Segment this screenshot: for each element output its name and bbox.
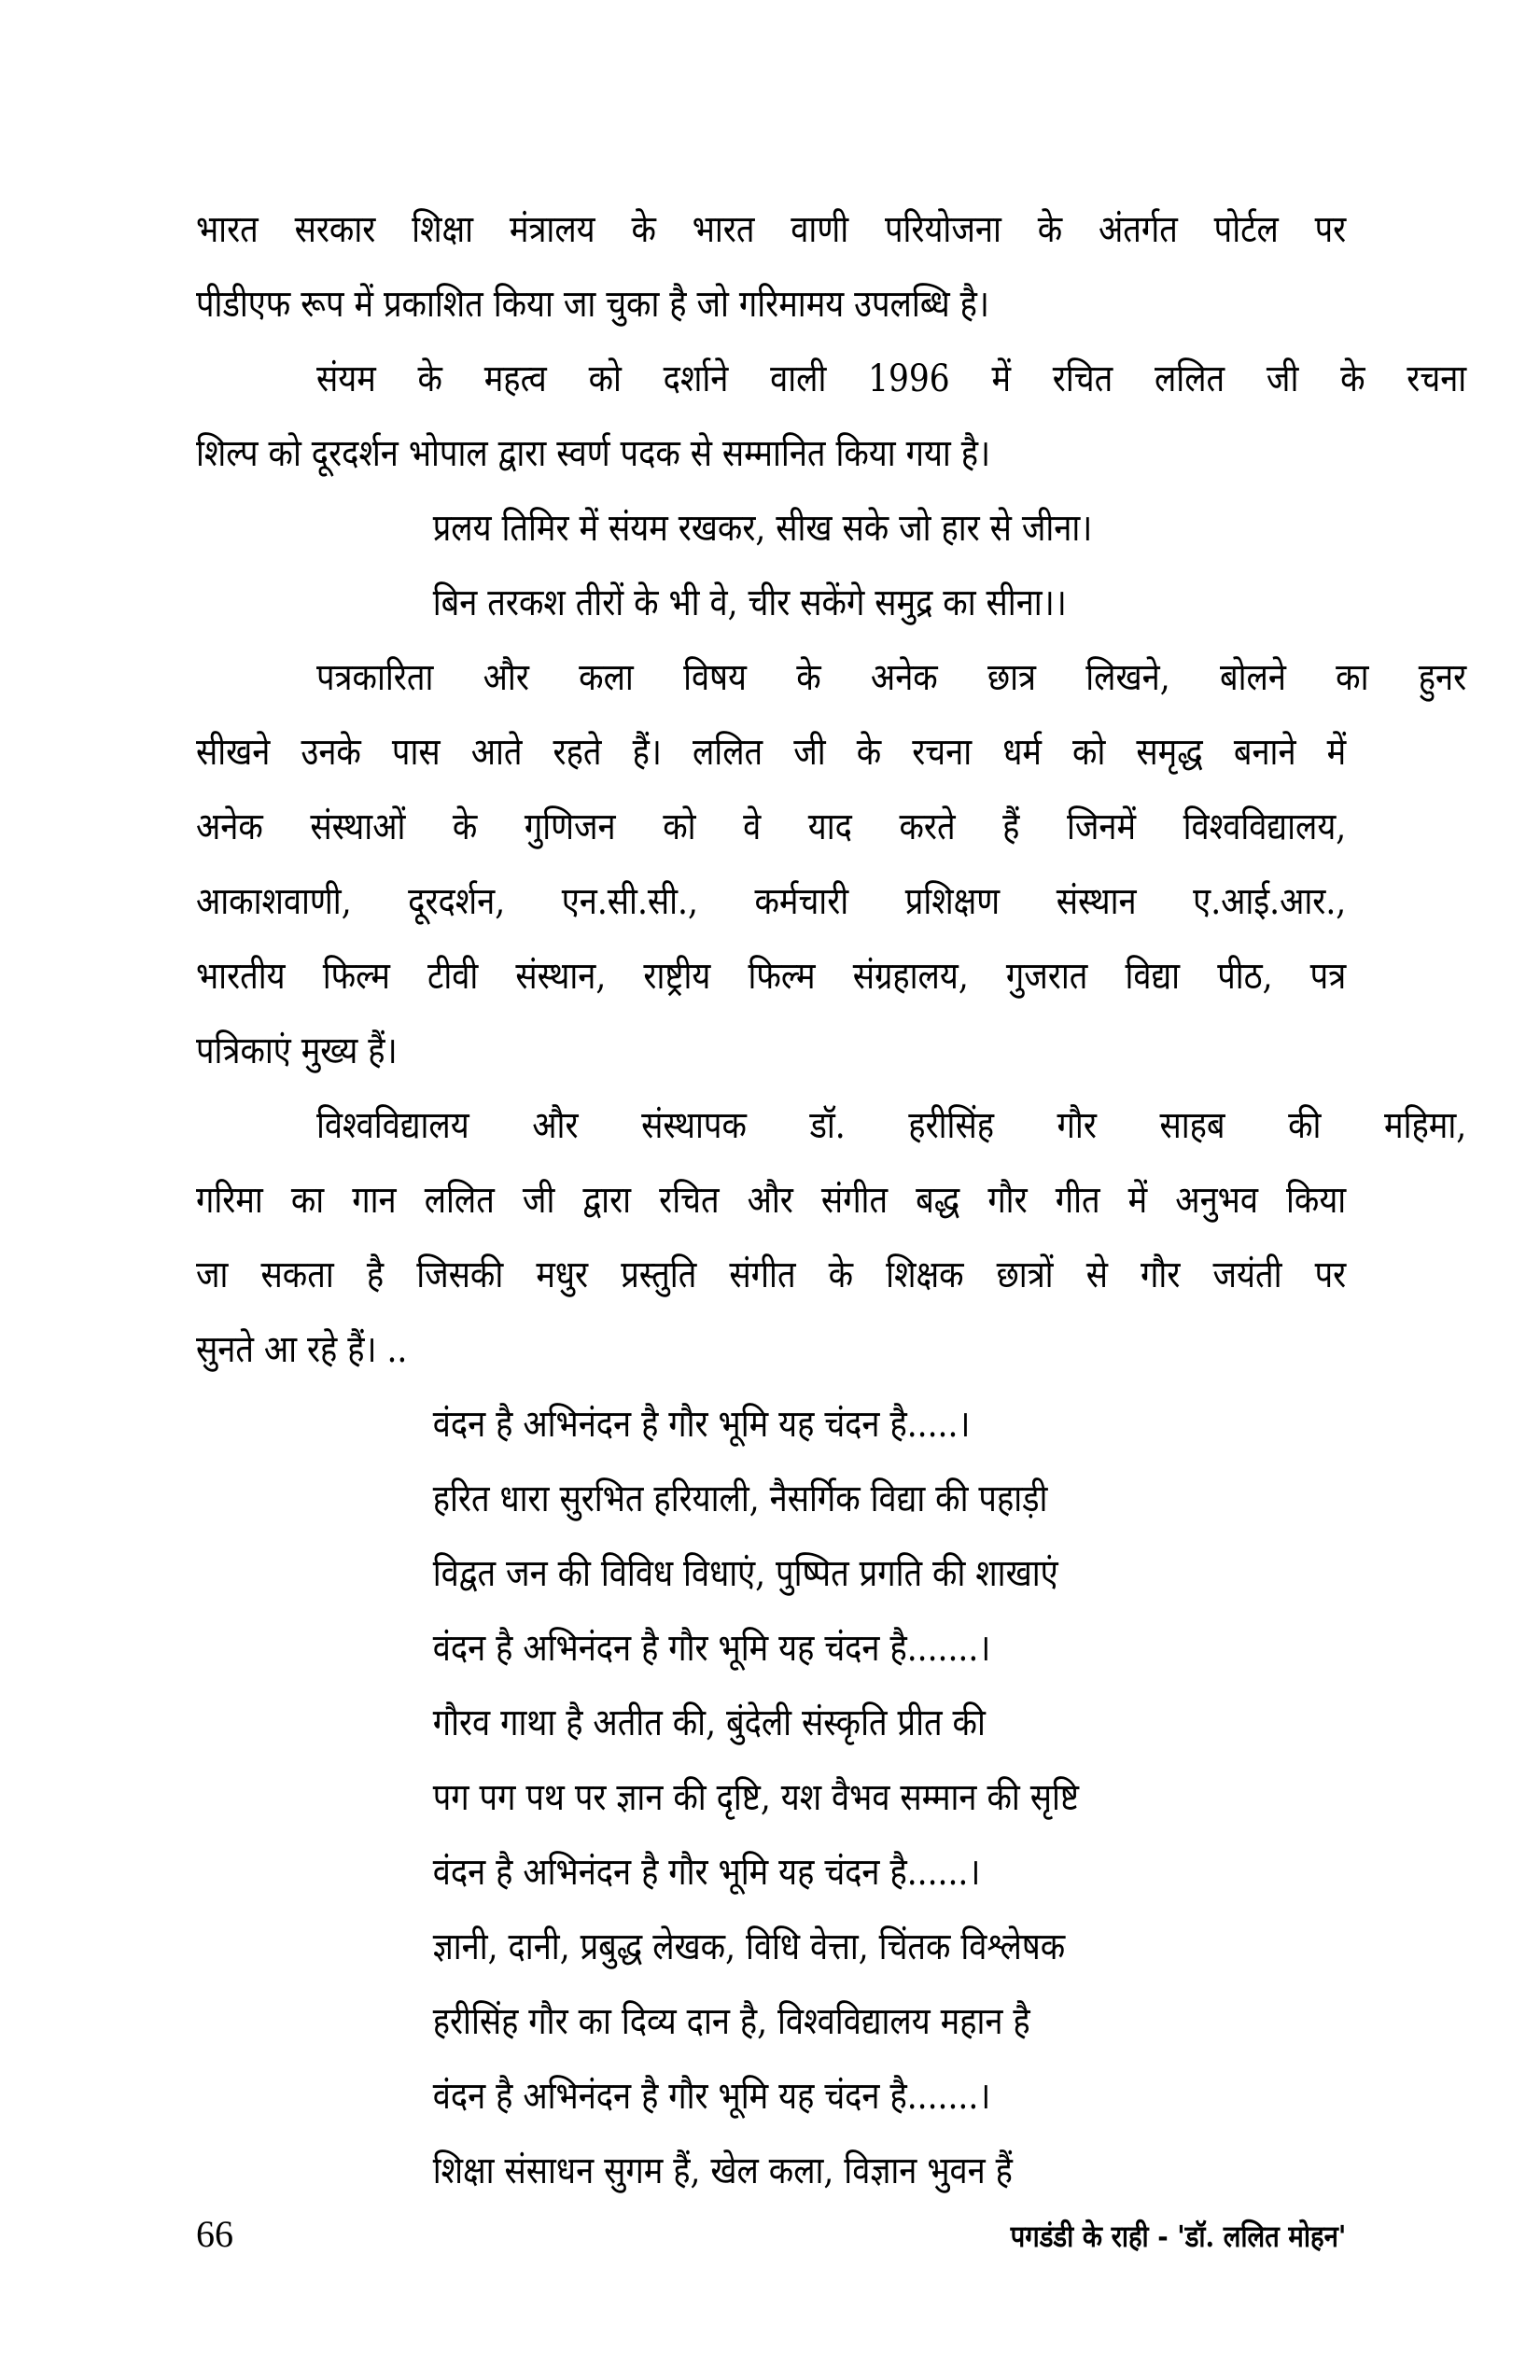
text-line: गरिमा का गान ललित जी द्वारा रचित और संगीत बद्ध गौर गीत में अनुभव किया [196, 1179, 1347, 1222]
text-line: आकाशवाणी, दूरदर्शन, एन.सी.सी., कर्मचारी प्रशिक्षण संस्थान ए.आई.आर., [196, 880, 1347, 923]
verse-line: प्रलय तिमिर में संयम रखकर, सीख सके जो हार से जीना। [432, 507, 1093, 550]
page-footer [196, 2212, 1346, 2268]
paragraph-1 [196, 192, 1346, 342]
page-body [196, 192, 1467, 2208]
verse-line: विद्वत जन की विविध विधाएं, पुष्पित प्रगति की शाखाएं [432, 1552, 1058, 1595]
verse-line: हरीसिंह गौर का दिव्य दान है, विश्वविद्यालय महान है [432, 2000, 1030, 2043]
text-line: विश्वविद्यालय और संस्थापक डॉ. हरीसिंह गौर साहब की महिमा, [316, 1104, 1467, 1147]
verse-line: वंदन है अभिनंदन है गौर भूमि यह चंदन है.....। [432, 1403, 971, 1446]
verse-1 [196, 491, 1346, 640]
text-line: पीडीएफ रूप में प्रकाशित किया जा चुका है जो गरिमामय उपलब्धि है। [196, 283, 989, 326]
verse-line: शिक्षा संसाधन सुगम हैं, खेल कला, विज्ञान भुवन हैं [432, 2149, 1013, 2192]
page-number: 66 [196, 2213, 233, 2255]
paragraph-3 [196, 640, 1467, 1088]
paragraph-4 [196, 1088, 1467, 1387]
verse-line: गौरव गाथा है अतीत की, बुंदेली संस्कृति प्रीत की [432, 1701, 986, 1744]
text-line: शिल्प को दूरदर्शन भोपाल द्वारा स्वर्ण पदक से सम्मानित किया गया है। [196, 432, 991, 475]
verse-line: बिन तरकश तीरों के भी वे, चीर सकेंगे समुद्र का सीना।। [432, 581, 1067, 624]
text-line: भारतीय फिल्म टीवी संस्थान, राष्ट्रीय फिल्म संग्रहालय, गुजरात विद्या पीठ, पत्र [196, 955, 1347, 998]
paragraph-2 [196, 342, 1467, 491]
verse-line: वंदन है अभिनंदन है गौर भूमि यह चंदन है.......। [432, 1627, 991, 1670]
text-line: पत्रकारिता और कला विषय के अनेक छात्र लिखने, बोलने का हुनर [316, 656, 1467, 699]
text-line: पत्रिकाएं मुख्य हैं। [196, 1029, 398, 1072]
text-line: सीखने उनके पास आते रहते हैं। ललित जी के रचना धर्म को समृद्ध बनाने में [196, 731, 1347, 774]
verse-line: ज्ञानी, दानी, प्रबुद्ध लेखक, विधि वेत्ता, चिंतक विश्लेषक [432, 1925, 1066, 1968]
verse-2-gaur-geet [196, 1387, 1346, 2208]
text-line: भारत सरकार शिक्षा मंत्रालय के भारत वाणी परियोजना के अंतर्गत पोर्टल पर [196, 208, 1347, 251]
text-line: अनेक संस्थाओं के गुणिजन को वे याद करते हैं जिनमें विश्वविद्यालय, [196, 805, 1347, 848]
verse-line: वंदन है अभिनंदन है गौर भूमि यह चंदन है.......। [432, 2075, 991, 2118]
text-line: संयम के महत्व को दर्शाने वाली 1996 में रचित ललित जी के रचना [316, 357, 1467, 400]
verse-line: पग पग पथ पर ज्ञान की दृष्टि, यश वैभव सम्मान की सृष्टि [432, 1776, 1079, 1819]
text-line: जा सकता है जिसकी मधुर प्रस्तुति संगीत के शिक्षक छात्रों से गौर जयंती पर [196, 1253, 1347, 1296]
verse-line: हरित धारा सुरभित हरियाली, नैसर्गिक विद्या की पहाड़ी [432, 1477, 1048, 1520]
text-line: सुनते आ रहे हैं। .. [196, 1328, 408, 1371]
verse-line: वंदन है अभिनंदन है गौर भूमि यह चंदन है......। [432, 1851, 981, 1894]
running-title: पगडंडी के राही - 'डॉ. ललित मोहन' [1010, 2219, 1346, 2254]
